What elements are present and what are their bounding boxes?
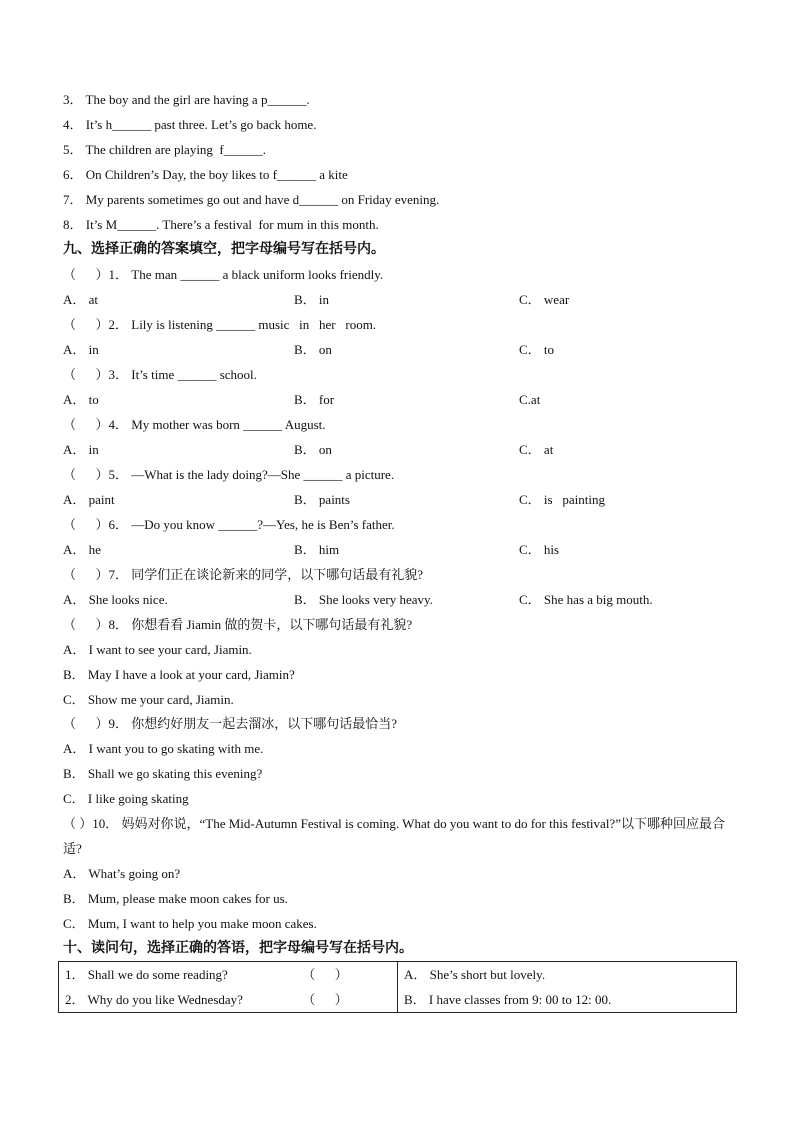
q4-option-b: B． on [294, 442, 332, 457]
q1-option-a: A． at [63, 292, 99, 307]
q8-option-b: B． May I have a look at your card, Jiamin? [63, 667, 295, 682]
q3-option-c: C.at [519, 392, 541, 407]
q7-option-b: B． She looks very heavy. [294, 592, 433, 607]
matching-answers-cell [398, 962, 737, 1013]
q2-option-c: C． to [519, 342, 555, 357]
q7-option-a: A． She looks nice. [63, 592, 168, 607]
matching-answer-b: B． I have classes from 9: 00 to 12: 00. [404, 992, 612, 1007]
question-10: （ ）10． 妈妈对你说，“The Mid-Autumn Festival is coming. What do you want to do for this festival?”以下哪种回应最合适? [63, 816, 725, 856]
fill-item-4: 4． It’s h______ past three. Let’s go back home. [63, 117, 317, 132]
q9-option-a: A． I want you to go skating with me. [63, 741, 264, 756]
answer-blank-2[interactable]: （ ） [302, 992, 348, 1007]
q6-option-a: A． he [63, 542, 101, 557]
matching-questions-cell [59, 962, 398, 1013]
q3-option-a: A． to [63, 392, 99, 407]
q5-option-a: A． paint [63, 492, 115, 507]
q9-option-c: C． I like going skating [63, 791, 189, 806]
fill-item-8: 8． It’s M______. There’s a festival for mum in this month. [63, 217, 379, 232]
matching-answer-a: A． She’s short but lovely. [404, 967, 546, 982]
question-2: （ ）2． Lily is listening ______ music in her room. [63, 317, 377, 332]
q6-option-b: B． him [294, 542, 340, 557]
q8-option-c: C． Show me your card, Jiamin. [63, 692, 234, 707]
q2-option-b: B． on [294, 342, 332, 357]
q10-option-a: A． What’s going on? [63, 866, 181, 881]
matching-question-row [65, 962, 391, 987]
section10-heading: 十、读问句，选择正确的答语，把字母编号写在括号内。 [63, 940, 413, 956]
question-8: （ ）8． 你想看看 Jiamin 做的贺卡，以下哪句话最有礼貌? [63, 617, 413, 632]
question-7: （ ）7． 同学们正在谈论新来的同学，以下哪句话最有礼貌? [63, 567, 424, 582]
fill-item-3: 3． The boy and the girl are having a p______. [63, 92, 310, 107]
matching-table [58, 961, 737, 1013]
q1-option-b: B． in [294, 292, 330, 307]
question-1: （ ）1． The man ______ a black uniform looks friendly. [63, 267, 384, 282]
q5-option-b: B． paints [294, 492, 350, 507]
q10-option-b: B． Mum, please make moon cakes for us. [63, 891, 288, 906]
q4-option-c: C． at [519, 442, 554, 457]
q6-option-c: C． his [519, 542, 560, 557]
matching-question-row [65, 987, 391, 1012]
q1-option-c: C． wear [519, 292, 570, 307]
q7-option-c: C． She has a big mouth. [519, 592, 653, 607]
section9-heading: 九、选择正确的答案填空，把字母编号写在括号内。 [63, 241, 385, 257]
question-3: （ ）3． It’s time ______ school. [63, 367, 257, 382]
q2-option-a: A． in [63, 342, 99, 357]
question-6: （ ）6． —Do you know ______?—Yes, he is Ben’s father. [63, 517, 395, 532]
q5-option-c: C． is painting [519, 492, 605, 507]
q9-option-b: B． Shall we go skating this evening? [63, 766, 263, 781]
q10-option-c: C． Mum, I want to help you make moon cakes. [63, 916, 317, 931]
fill-item-5: 5． The children are playing f______. [63, 142, 267, 157]
fill-item-7: 7． My parents sometimes go out and have d______ on Friday evening. [63, 192, 440, 207]
question-4: （ ）4． My mother was born ______ August. [63, 417, 326, 432]
fill-item-6: 6． On Children’s Day, the boy likes to f______ a kite [63, 167, 348, 182]
matching-question-1: 1． Shall we do some reading? [65, 967, 228, 982]
answer-blank-1[interactable]: （ ） [302, 967, 348, 982]
q4-option-a: A． in [63, 442, 99, 457]
q8-option-a: A． I want to see your card, Jiamin. [63, 642, 252, 657]
q3-option-b: B． for [294, 392, 335, 407]
matching-question-2: 2． Why do you like Wednesday? [65, 992, 243, 1007]
question-5: （ ）5． —What is the lady doing?—She ______ a picture. [63, 467, 395, 482]
question-9: （ ）9． 你想约好朋友一起去溜冰，以下哪句话最恰当? [63, 716, 398, 731]
